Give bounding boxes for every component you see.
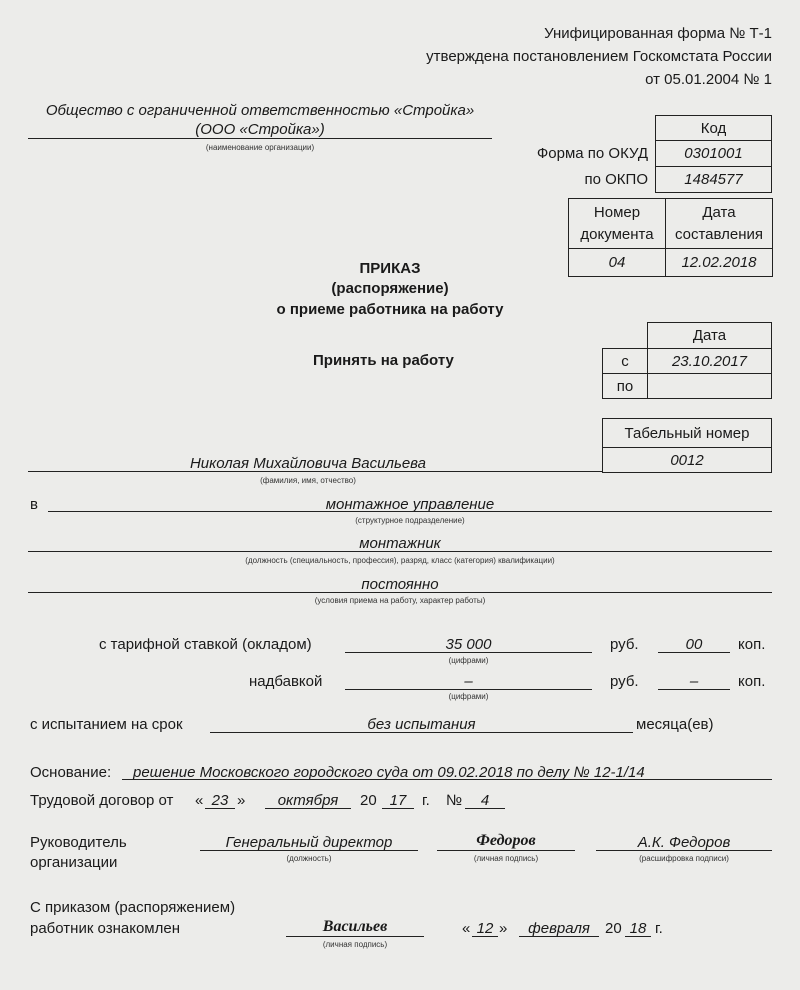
bonus-value: –: [464, 673, 473, 690]
employee-name-caption: (фамилия, имя, отчество): [260, 476, 356, 485]
rate-value: 35 000: [445, 636, 492, 653]
contract-month: октября: [277, 792, 339, 809]
contract-day-underline: [205, 808, 235, 809]
bonus-rub: руб.: [610, 673, 639, 690]
employee-name: Николая Михайловича Васильева: [189, 455, 427, 472]
okud-label: Форма по ОКУД: [536, 145, 648, 162]
contract-year: 17: [389, 792, 407, 809]
hire-from-label: с: [602, 348, 648, 374]
tab-number-header: Табельный номер: [602, 418, 772, 448]
employee-name-underline: [28, 471, 602, 472]
rate-label: с тарифной ставкой (окладом): [99, 636, 312, 653]
bonus-underline: [345, 689, 592, 690]
head-signature-underline: [437, 850, 575, 851]
probation-label: с испытанием на срок: [30, 716, 183, 733]
head-position-caption: (должность): [286, 854, 332, 863]
ack-quote-close: »: [499, 920, 508, 937]
ack-label-line2: работник ознакомлен: [30, 920, 180, 937]
position-caption: (должность (специальность, профессия), разряд, класс (категория) квалификации): [245, 556, 555, 565]
rate-kop: коп.: [738, 636, 766, 653]
probation-value: без испытания: [367, 716, 476, 733]
okpo-label: по ОКПО: [584, 171, 648, 188]
rate-kop-value: 00: [685, 636, 703, 653]
hire-label: Принять на работу: [313, 352, 454, 369]
ack-signature-underline: [286, 936, 424, 937]
head-label-line2: организации: [30, 854, 118, 871]
ack-quote-open: «: [462, 920, 471, 937]
rate-kop-underline: [658, 652, 730, 653]
head-decoding: А.К. Федоров: [637, 834, 731, 851]
contract-day: 23: [211, 792, 229, 809]
contract-number-underline: [465, 808, 505, 809]
probation-underline: [210, 732, 633, 733]
head-signature-caption: (личная подпись): [473, 854, 539, 863]
basis-underline: [122, 779, 772, 780]
basis-label: Основание:: [30, 764, 112, 781]
contract-year-underline: [382, 808, 414, 809]
ack-year-prefix: 20: [605, 920, 622, 937]
conditions-underline: [28, 592, 772, 593]
ack-month: февраля: [528, 920, 590, 937]
rate-rub: руб.: [610, 636, 639, 653]
rate-underline: [345, 652, 592, 653]
position-underline: [28, 551, 772, 552]
ack-signature-caption: (личная подпись): [322, 940, 388, 949]
doc-date-header-cell: [665, 198, 773, 249]
department-underline: [48, 511, 772, 512]
head-position: Генеральный директор: [225, 834, 393, 851]
contract-label: Трудовой договор от: [30, 792, 174, 809]
ack-year-underline: [625, 936, 651, 937]
department-value: монтажное управление: [325, 496, 495, 513]
head-decoding-underline: [596, 850, 772, 851]
ack-signature: Васильев: [322, 918, 388, 935]
bonus-kop-value: –: [689, 673, 699, 690]
basis-value: решение Московского городского суда от 09.02.2018 по делу № 12-1/14: [133, 764, 645, 781]
bonus-kop-underline: [658, 689, 730, 690]
okud-value-cell: 0301001: [655, 140, 772, 167]
ack-month-underline: [519, 936, 599, 937]
head-signature: Федоров: [476, 832, 536, 849]
contract-quote-open: «: [195, 792, 204, 809]
rate-caption: (цифрами): [448, 656, 489, 665]
hire-from-value: 23.10.2017: [647, 348, 772, 374]
ack-label-line1: С приказом (распоряжением): [30, 899, 236, 916]
doc-number-header-cell: [568, 198, 666, 249]
hire-to-label: по: [602, 373, 648, 399]
contract-year-prefix: 20: [360, 792, 377, 809]
org-name-underline: [28, 138, 492, 139]
doc-number-value: 04: [568, 248, 666, 277]
code-header-cell: Код: [655, 115, 772, 141]
ack-day: 12: [476, 920, 494, 937]
contract-year-suffix: г.: [422, 792, 430, 809]
hire-date-header: Дата: [647, 322, 772, 349]
department-caption: (структурное подразделение): [355, 516, 465, 525]
contract-number: 4: [480, 792, 490, 809]
contract-quote-close: »: [237, 792, 246, 809]
bonus-label: надбавкой: [249, 673, 323, 690]
ack-year-suffix: г.: [655, 920, 663, 937]
title-line1: ПРИКАЗ: [359, 260, 421, 277]
head-decoding-caption: (расшифровка подписи): [639, 854, 729, 863]
conditions-caption: (условия приема на работу, характер работы): [314, 596, 486, 605]
probation-suffix: месяца(ев): [636, 716, 714, 733]
title-line3: о приеме работника на работу: [276, 301, 504, 318]
org-name-line2: (ООО «Стройка»): [195, 121, 325, 138]
tab-number-value: 0012: [602, 447, 772, 473]
head-label-line1: Руководитель: [30, 834, 127, 851]
org-name-caption: (наименование организации): [205, 143, 315, 152]
hire-to-value: [647, 373, 772, 399]
conditions-value: постоянно: [361, 576, 439, 593]
contract-month-underline: [265, 808, 351, 809]
bonus-caption: (цифрами): [448, 692, 489, 701]
head-position-underline: [200, 850, 418, 851]
form-header-line2: утверждена постановлением Госкомстата России: [426, 48, 772, 65]
department-in-label: в: [30, 496, 38, 513]
form-header-line3: от 05.01.2004 № 1: [645, 71, 772, 88]
doc-date-value: 12.02.2018: [665, 248, 773, 277]
org-name-line1: Общество с ограниченной ответственностью «Стройка»: [45, 102, 475, 119]
bonus-kop: коп.: [738, 673, 766, 690]
title-line2: (распоряжение): [331, 280, 449, 297]
doc-number-header: Номер документа: [580, 203, 654, 243]
ack-year: 18: [629, 920, 647, 937]
ack-day-underline: [472, 936, 498, 937]
form-header-line1: Унифицированная форма № Т-1: [544, 25, 772, 42]
position-value: монтажник: [359, 535, 441, 552]
contract-number-label: №: [446, 792, 463, 809]
doc-date-header: Дата составления: [674, 203, 764, 243]
okpo-value-cell: 1484577: [655, 166, 772, 193]
